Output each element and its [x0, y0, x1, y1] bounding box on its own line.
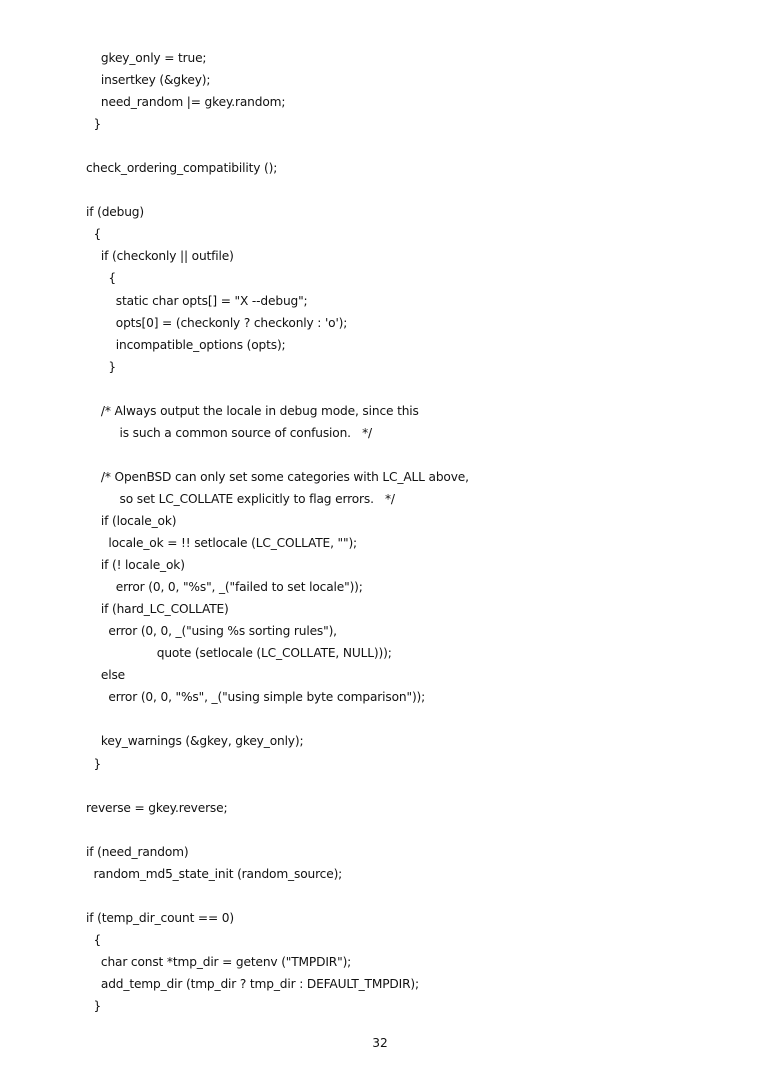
- code-listing: [86, 47, 726, 1017]
- code-line: [86, 444, 726, 466]
- code-line: }: [86, 756, 102, 771]
- code-line: error (0, 0, "%s", _("using simple byte comparison"));: [86, 690, 426, 705]
- code-line: if (need_random): [86, 844, 189, 859]
- code-line: need_random |= gkey.random;: [86, 95, 286, 110]
- code-line: incompatible_options (opts);: [86, 337, 286, 352]
- page-number: 32: [372, 1036, 388, 1050]
- code-line: /* OpenBSD can only set some categories with LC_ALL above,: [86, 469, 469, 484]
- code-line: [86, 179, 726, 201]
- code-line: if (temp_dir_count == 0): [86, 910, 234, 925]
- code-line: [86, 819, 726, 841]
- code-line: insertkey (&gkey);: [86, 73, 211, 88]
- code-line: char const *tmp_dir = getenv ("TMPDIR");: [86, 954, 352, 969]
- code-line: gkey_only = true;: [86, 51, 207, 65]
- code-line: static char opts[] = "X --debug";: [86, 293, 308, 308]
- code-line: locale_ok = !! setlocale (LC_COLLATE, "");: [86, 536, 358, 551]
- code-line: [86, 775, 726, 797]
- code-line: [86, 708, 726, 730]
- code-line: }: [86, 359, 116, 374]
- code-line: if (! locale_ok): [86, 558, 185, 573]
- code-line: if (debug): [86, 205, 144, 220]
- code-line: opts[0] = (checkonly ? checkonly : 'o');: [86, 315, 348, 330]
- code-line: }: [86, 117, 102, 132]
- code-line: [86, 378, 726, 400]
- code-line: if (checkonly || outfile): [86, 249, 234, 264]
- code-line: [86, 135, 726, 157]
- code-line: so set LC_COLLATE explicitly to flag errors. */: [86, 491, 395, 506]
- code-line: error (0, 0, _("using %s sorting rules"),: [86, 624, 337, 639]
- code-line: quote (setlocale (LC_COLLATE, NULL)));: [86, 646, 392, 661]
- code-line: is such a common source of confusion. */: [86, 425, 372, 440]
- code-line: }: [86, 999, 102, 1014]
- code-line: add_temp_dir (tmp_dir ? tmp_dir : DEFAULT_TMPDIR);: [86, 976, 419, 991]
- code-line: [86, 885, 726, 907]
- code-line: {: [86, 932, 102, 947]
- code-line: key_warnings (&gkey, gkey_only);: [86, 734, 304, 749]
- code-line: {: [86, 271, 116, 286]
- code-line: if (hard_LC_COLLATE): [86, 602, 229, 617]
- code-line: if (locale_ok): [86, 513, 177, 528]
- code-line: else: [86, 668, 126, 683]
- code-line: check_ordering_compatibility ();: [86, 161, 278, 176]
- code-line: /* Always output the locale in debug mode, since this: [86, 403, 419, 418]
- code-line: random_md5_state_init (random_source);: [86, 866, 343, 881]
- code-line: error (0, 0, "%s", _("failed to set locale"));: [86, 580, 363, 595]
- code-line: {: [86, 227, 102, 242]
- code-line: reverse = gkey.reverse;: [86, 800, 228, 815]
